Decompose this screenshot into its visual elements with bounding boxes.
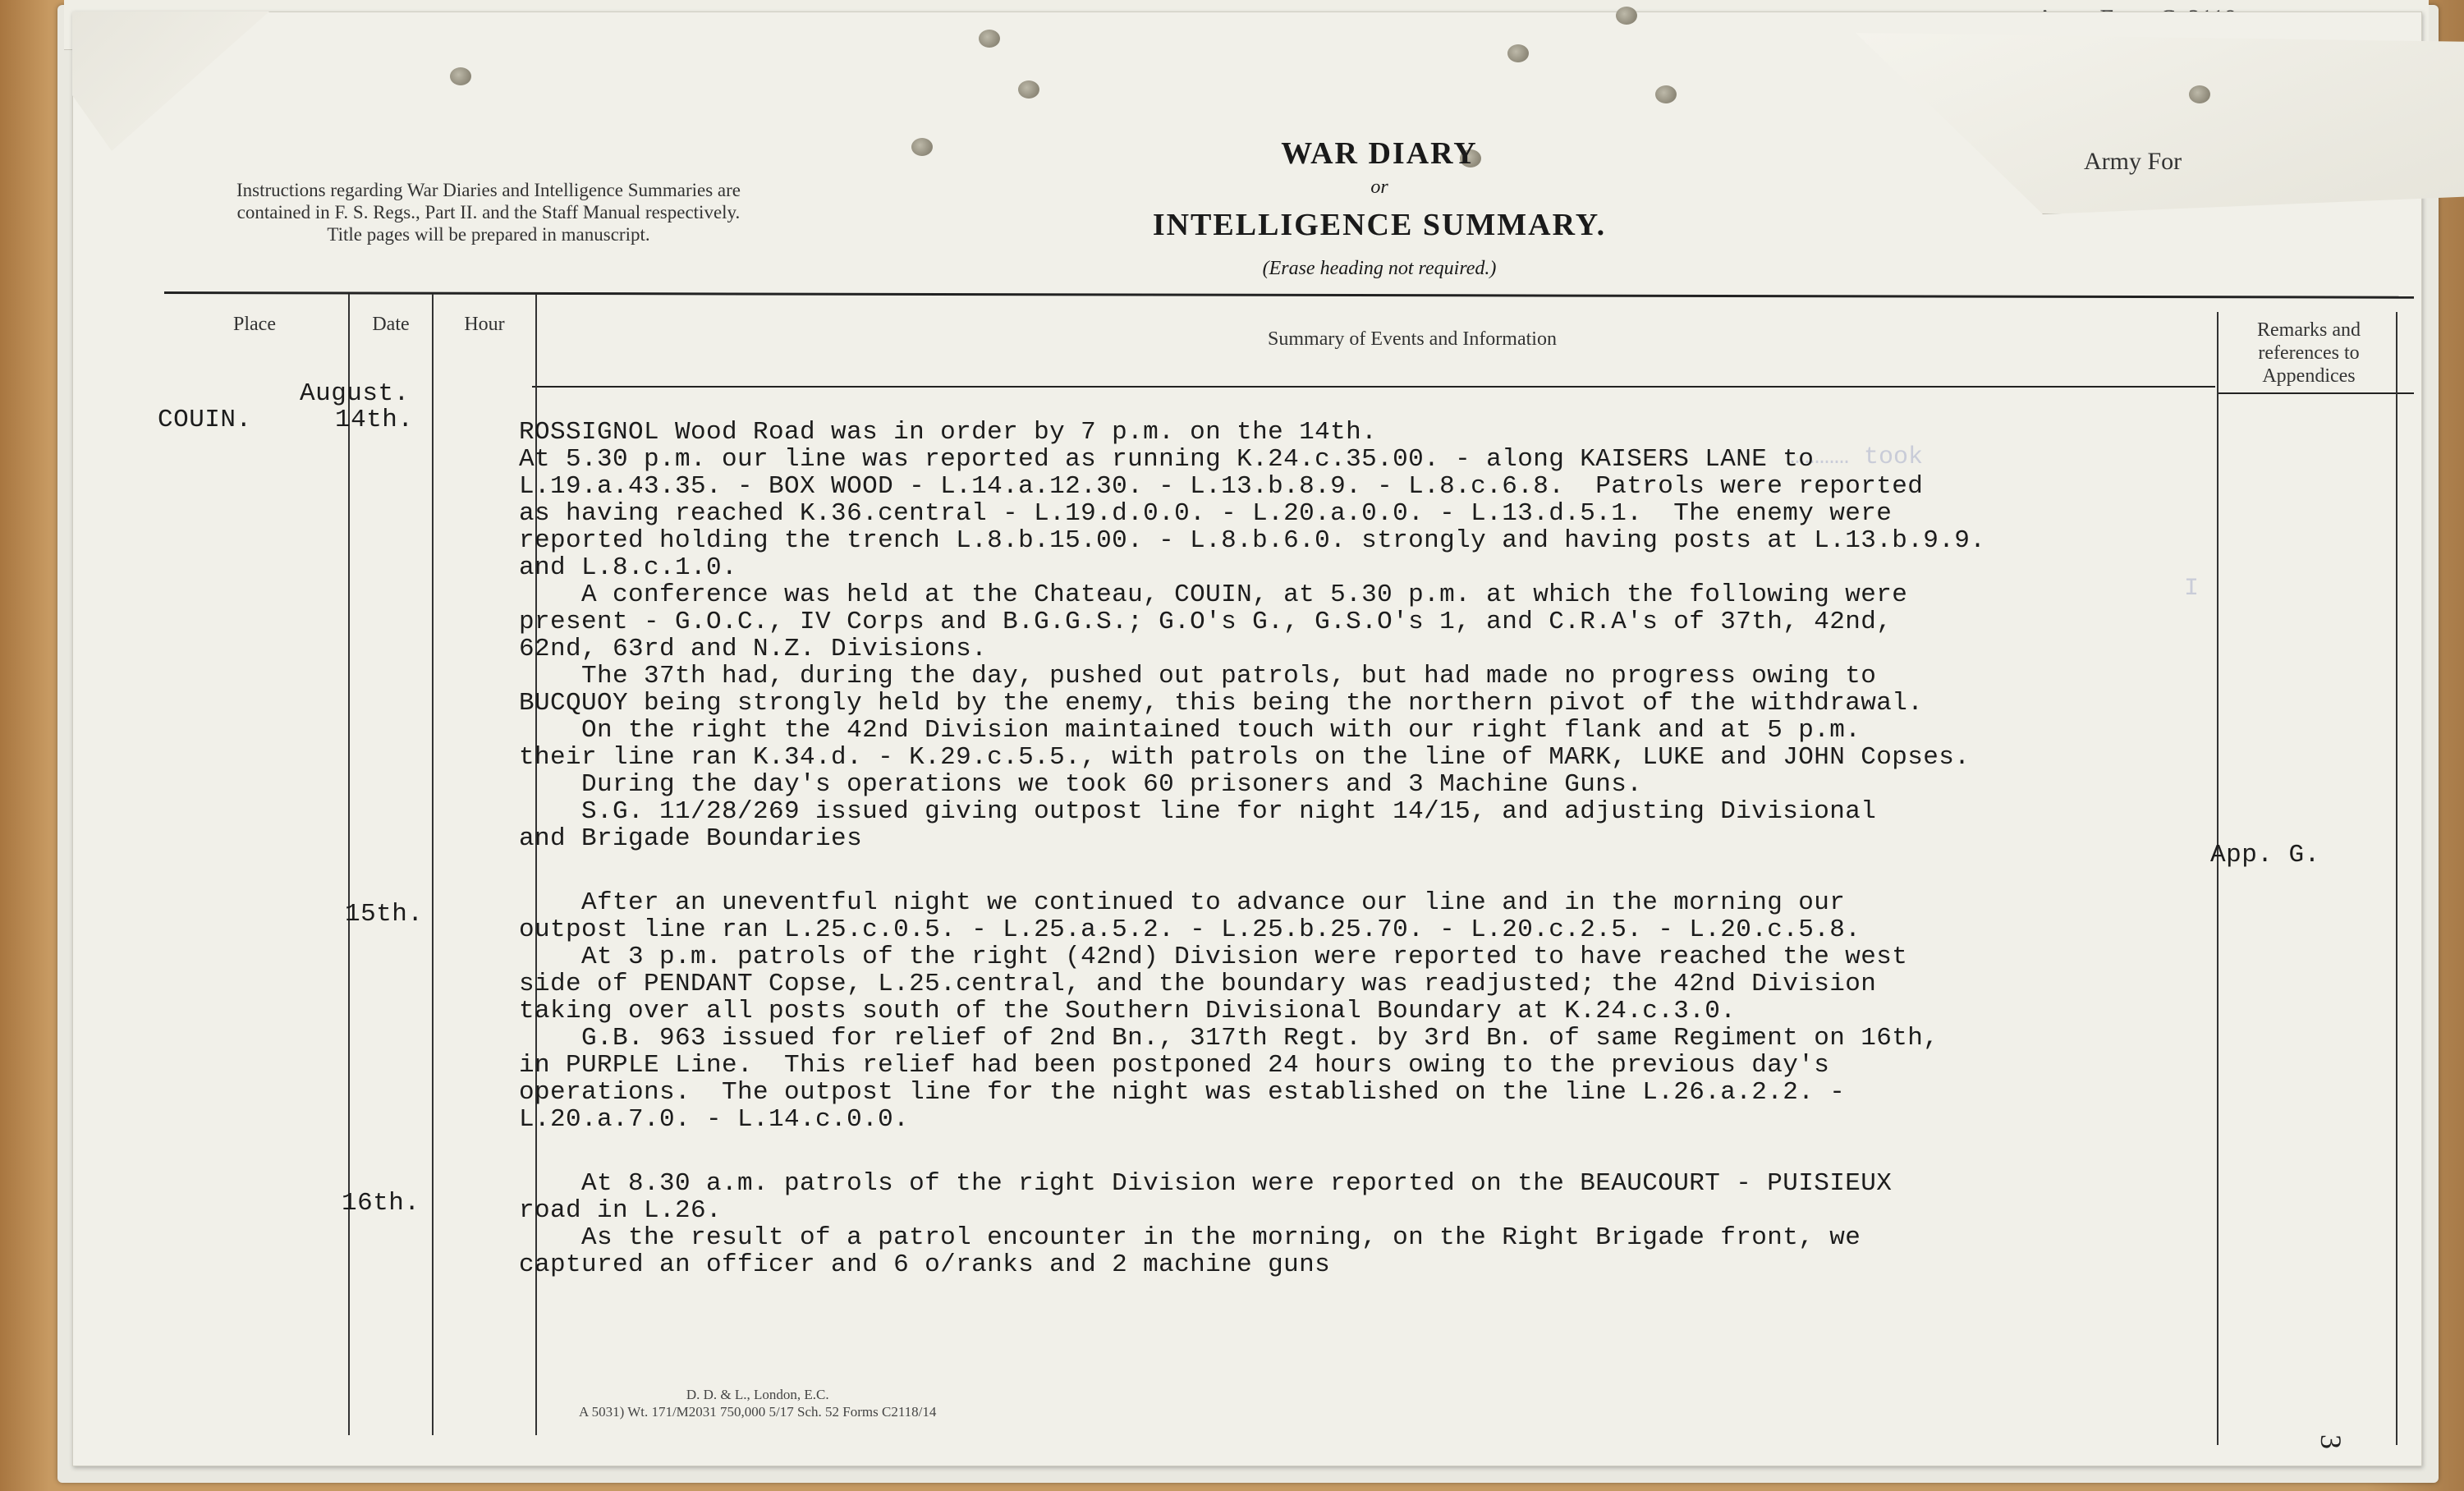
summary-line: and L.8.c.1.0. [519,553,738,582]
title-war-diary: WAR DIARY [1281,136,1478,171]
summary-line: As the result of a patrol encounter in the morning, on the Right Brigade front, we [519,1223,1861,1252]
punch-hole [911,138,933,156]
page-number: 3 [2315,1434,2347,1449]
remarks-column-rule [2217,312,2219,1445]
printer-imprint-line: D. D. & L., London, E.C. [686,1387,829,1402]
summary-line: reported holding the trench L.8.b.15.00. - L.8.b.6.0. strongly and having posts at L.13.b.9.9. [519,526,1986,555]
summary-line: captured an officer and 6 o/ranks and 2 machine guns [519,1250,1331,1279]
show-through-text: ………… took [1790,443,1924,471]
erase-heading-note: (Erase heading not required.) [1262,258,1497,279]
column-header-date: Date [372,314,410,335]
entry-date-14th: 14th. [335,406,414,434]
printer-imprint [579,1386,936,1420]
title-or: or [1370,177,1388,198]
summary-line: ROSSIGNOL Wood Road was in order by 7 p.m. on the 14th. [519,418,1378,447]
column-header-remarks: Remarks and references to Appendices [2257,319,2361,387]
summary-line: At 5.30 p.m. our line was reported as running K.24.c.35.00. - along KAISERS LANE to [519,445,1815,474]
summary-line: as having reached K.36.central - L.19.d.0.0. - L.20.a.0.0. - L.13.d.5.1. The enemy were [519,499,1893,528]
punch-hole [1655,85,1677,103]
punch-hole [1507,44,1529,62]
summary-line: During the day's operations we took 60 prisoners and 3 Machine Guns. [519,770,1643,799]
summary-line: L.19.a.43.35. - BOX WOOD - L.14.a.12.30. - L.13.b.8.9. - L.8.c.6.8. Patrols were reported [519,472,1924,501]
summary-line: their line ran K.34.d. - K.29.c.5.5., with patrols on the line of MARK, LUKE and JOHN Copses. [519,743,1971,772]
column-header-hour: Hour [464,314,505,335]
column-header-place: Place [233,314,276,335]
summary-line: At 8.30 a.m. patrols of the right Division were reported on the BEAUCOURT - PUISIEUX [519,1169,1893,1198]
summary-line: A conference was held at the Chateau, COUIN, at 5.30 p.m. at which the following were [519,580,1908,609]
summary-line: L.20.a.7.0. - L.14.c.0.0. [519,1105,910,1134]
summary-line: BUCQUOY being strongly held by the enemy, this being the northern pivot of the withdrawal. [519,689,1924,718]
summary-line: G.B. 963 issued for relief of 2nd Bn., 317th Regt. by 3rd Bn. of same Regiment on 16th, [519,1024,1939,1053]
summary-line: At 3 p.m. patrols of the right (42nd) Division were reported to have reached the west [519,943,1908,971]
punch-hole [1616,7,1637,25]
punch-hole [2189,85,2210,103]
summary-text-14th [519,419,1985,1278]
summary-line: side of PENDANT Copse, L.25.central, and the boundary was readjusted; the 42nd Division [519,970,1877,998]
summary-line: outpost line ran L.25.c.0.5. - L.25.a.5.2. - L.25.b.25.70. - L.20.c.2.5. - L.20.c.5.8. [519,915,1861,944]
summary-line: On the right the 42nd Division maintained touch with our right flank and at 5 p.m. [519,716,1861,745]
summary-line: in PURPLE Line. This relief had been postponed 24 hours owing to the previous day's [519,1051,1830,1080]
spacer [519,852,1985,889]
punch-hole [1018,80,1039,99]
instructions-note: Instructions regarding War Diaries and Intelligence Summaries are contained in F. S. Regs., Part II. and the Staff Manual respectively. Title pages will be prepared in manuscript. [236,180,741,245]
summary-line: taking over all posts south of the Southern Divisional Boundary at K.24.c.3.0. [519,997,1737,1025]
summary-line: S.G. 11/28/269 issued giving outpost line for night 14/15, and adjusting Divisional [519,797,1877,826]
hour-column-rule [432,294,434,1435]
summary-line: The 37th had, during the day, pushed out patrols, but had made no progress owing to [519,662,1877,690]
entry-place: COUIN. [158,406,252,434]
summary-line: 62nd, 63rd and N.Z. Divisions. [519,635,988,663]
summary-line: and Brigade Boundaries [519,824,863,853]
summary-line: present - G.O.C., IV Corps and B.G.G.S.; G.O's G., G.S.O's 1, and C.R.A's of 37th, 42nd, [519,608,1893,636]
entry-date-16th: 16th. [342,1189,420,1218]
spacer [519,1133,1985,1170]
summary-line: road in L.26. [519,1196,723,1225]
summary-line: After an uneventful night we continued to advance our line and in the morning our [519,888,1846,917]
army-form-right-label: Army For [2084,148,2182,175]
punch-hole [450,67,471,85]
date-column-rule [348,294,350,1435]
show-through-text: I [2184,575,2200,603]
summary-header-rule [532,386,2215,388]
remarks-header-rule [2219,392,2414,394]
title-intelligence-summary: INTELLIGENCE SUMMARY. [1152,208,1607,242]
entry-month: August. [300,379,410,408]
remark-appendix-g: App. G. [2210,841,2320,869]
column-header-summary: Summary of Events and Information [1268,328,1557,350]
right-edge-rule [2396,312,2397,1445]
title-block [969,135,1790,280]
entry-date-15th: 15th. [345,900,424,929]
punch-hole [979,30,1000,48]
printer-imprint-line: A 5031) Wt. 171/M2031 750,000 5/17 Sch. 52 Forms C2118/14 [579,1404,937,1420]
summary-line: operations. The outpost line for the night was established on the line L.26.a.2.2. - [519,1078,1846,1107]
